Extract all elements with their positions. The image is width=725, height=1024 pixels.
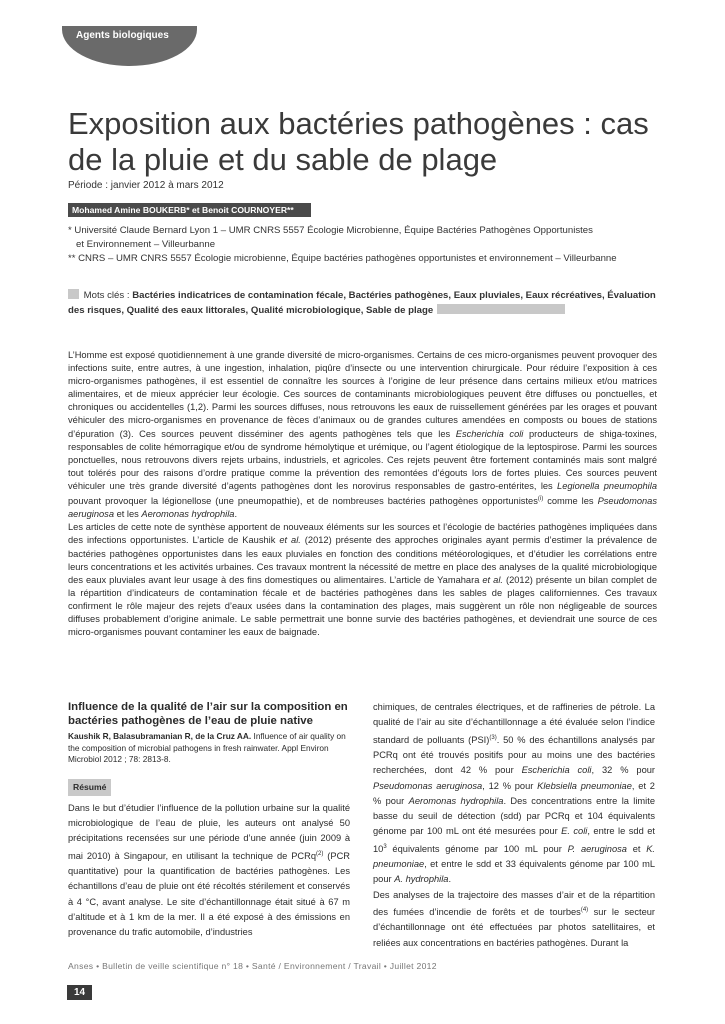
summary-text: , 12 % pour (482, 780, 538, 791)
summary-text: Des analyses de la trajectoire des masses d’air et de la répartition des fumées d’incendie de forêts et de tourbes (373, 889, 655, 918)
period-line: Période : janvier 2012 à mars 2012 (68, 180, 224, 191)
summary-text: et (626, 843, 647, 854)
footnote-ref: (2) (316, 850, 324, 857)
intro-text: L’Homme est exposé quotidiennement à une grande diversité de micro-organismes. Certains de ces micro-organismes peuvent provoquer des infections suite, entre autres, à une ingestion, inhalation, piqûre d’insecte ou une intervention chirurgicale. Pour réduire l’exposition à ces micro-organismes pathogènes, il est essentiel de connaître les sources à l’origine de leur présence dans certains milieux et/ou matrices alimentaires, et de mieux apprécier leur écologie. Ces sources de contaminants microbiologiques peuvent être diffuses ou ponctuelles, et chroniques ou accidentelles (1,2). Parmi les sources diffuses, nous retrouvons les eaux de ruissellement générées par les orages et pouvant véhiculer des micro-organismes en provenance de fèces d’animaux ou de grandes cultures amendées en composts ou boues de stations d’épuration (3). Ces sources peuvent disséminer des agents pathogènes tels que les (68, 350, 657, 439)
intro-text: (2012) présente des approches originales ayant permis d’estimer la prévalence de bactéries pathogènes opportunistes dans les eaux pluviales en fonction des conditions météorologiques, et d’étudier les corrélations entre leurs concentrations et les activités urbaines. Ces travaux montrent la nécessité de mettre en place des analyses de la qualité microbiologique des eaux pluviales avant leur usage à des fins domestiques ou alimentaires. L’article de Yamahara (68, 535, 658, 585)
species-name: Aeromonas hydrophila (408, 795, 504, 806)
summary-text: , entre le sdd et 10 (373, 826, 655, 854)
section-tab-label: Agents biologiques (76, 30, 169, 41)
intro-text: producteurs de shiga-toxines, responsables de colite hémorragique et/ou de syndrome hémolytique et urémique, ou l’agent étiologique de la leptospirose. Parmi les sources ponctuelles, nous retrouvons divers rejets urbains, industriels, et agricoles. Ces rejets peuvent être fortement contaminés mais sont malgré tout tolérés pour des raisons d’ordre pratique comme la prévention des remontées d’égouts lors de fortes pluies. Ces sources peuvent véhiculer une très grande diversité d’agents pathogènes dont les norovirus responsables de gastro-entérites, les (68, 428, 657, 491)
summary-text: . (448, 874, 452, 885)
reference-authors: Kaushik R, Balasubramanian R, de la Cruz AA. (68, 731, 252, 741)
exponent: 3 (383, 843, 387, 850)
species-name: Pseudomonas aeruginosa (373, 780, 483, 791)
summary-text: sur le secteur d’échantillonnage ont été effectuées par photos satellitaires, et reliées aux concentrations en bactéries pathogènes. Durant la (373, 907, 656, 948)
affiliation-2: ** CNRS – UMR CNRS 5557 Écologie microbienne, Équipe bactéries pathogènes opportunistes et environnement – Villeurbanne (68, 253, 617, 264)
authors-bar: Mohamed Amine BOUKERB* et Benoit COURNOYER** (68, 203, 311, 217)
intro-text: et les (114, 509, 142, 520)
et-al: et al. (279, 535, 301, 546)
species-name: K. pneumoniae (373, 843, 656, 870)
species-name: P. aeruginosa (567, 843, 627, 854)
footnote-ref: (4) (580, 907, 589, 914)
summary-text: . 50 % des échantillons analysés par PCRq ont été trouvés positifs pour au moins une des bactéries recherchées, dont 42 % pour (373, 734, 655, 776)
reference-citation: Influence of air quality on the composition of microbial pathogens in fresh rainwater. Appl Environ Microbiol 2012 ; 78: 2813-8. (68, 731, 346, 764)
species-name: Aeromonas hydrophila (141, 509, 235, 520)
introduction (68, 349, 657, 639)
left-column (68, 700, 350, 941)
right-column (373, 700, 655, 951)
summary-text: , et 2 % pour (373, 780, 655, 806)
species-name: Escherichia coli (521, 765, 592, 776)
affiliation-1-line-a: * Université Claude Bernard Lyon 1 – UMR CNRS 5557 Écologie Microbienne, Équipe Bactéries Pathogènes Opportunistes (68, 225, 593, 236)
species-name: Legionella pneumophila (557, 480, 657, 491)
summary-right-text (373, 700, 655, 888)
article-title: Exposition aux bactéries pathogènes : cas de la pluie et du sable de plage (68, 106, 649, 177)
summary-text: (PCR quantitative) pour la quantification de bactéries pathogènes. Les échantillons d’eau de pluie ont été récoltés stérilement et conservés à 4 °C, avant analyse. Le site d’échantillonnage était situé à 67 m d’altitude et à 1 km de la mer. Il a été exposé à des émissions en provenance du trafic automobile, d’industries (68, 850, 350, 938)
intro-text: comme les (543, 496, 598, 507)
species-name: A. hydrophila (394, 874, 449, 885)
summary-text: chimiques, de centrales électriques, et de raffineries de pétrole. La qualité de l’air au site d’échantillonnage a été évaluée selon l’indice standard de polluants (PSI) (373, 702, 655, 745)
summary-text: équivalents génome par 100 mL pour (386, 843, 568, 854)
species-name: Klebsiella pneumoniae (537, 780, 632, 791)
summary-text: . Des concentrations entre la limite basse du seuil de détection (sdd) par PCRq et 104 équivalents génome par 100 mL ont été mesurées pour (373, 795, 655, 837)
summary-text: Dans le but d’étudier l’influence de la pollution urbaine sur la qualité microbiologique de l’eau de pluie, les auteurs ont analysé 50 précipitations recensées sur une période d’une année (juin 2009 à mai 2010) à Singapour, en utilisant la technique de PCRq (68, 802, 350, 861)
summary-text: , et entre le sdd et 33 équivalents génome par 100 mL pour (373, 859, 655, 885)
species-name: Escherichia coli (455, 428, 524, 439)
page-number: 14 (67, 985, 92, 1000)
keywords-list: Bactéries indicatrices de contamination fécale, Bactéries pathogènes, Eaux pluviales, Eaux récréatives, Évaluation des risques, Qualité des eaux littorales, Qualité microbiologique, Sable de plage (68, 290, 656, 316)
summary-text: , 32 % pour (591, 765, 656, 776)
footer: Anses • Bulletin de veille scientifique n° 18 • Santé / Environnement / Travail • Juillet 2012 (68, 961, 437, 971)
intro-paragraph-2 (68, 521, 657, 639)
reference (68, 731, 350, 766)
intro-text: pouvant provoquer la légionellose (une pneumopathie), et de nombreuses bactéries pathogènes opportunistes (68, 496, 538, 507)
resume-badge: Résumé (68, 779, 111, 796)
section-title: Influence de la qualité de l’air sur la composition en bactéries pathogènes de l’eau de pluie native (68, 701, 348, 727)
intro-text: (2012) présente un bilan complet de la répartition d’indicateurs de contamination fécale et de bactéries pathogènes dans les sables de plages californiennes. Ces travaux confirment le rôle majeur des rejets d’eaux usées dans la contamination des plages, mais suggèrent un rôle non négligeable de sources diffuses probablement d’origine animale. Le sable permettrait une bonne survie des bactéries pathogènes, et deviendrait une source de ces micro-organismes pouvant contaminer les eaux de baignade. (68, 574, 657, 638)
keywords-end-bar (437, 304, 565, 314)
keywords-marker-icon (68, 289, 79, 299)
species-name: Pseudomonas aeruginosa (68, 496, 657, 520)
summary-left-text (68, 801, 350, 941)
keywords-label: Mots clés : (83, 290, 133, 301)
footnote-ref: (i) (537, 496, 544, 503)
et-al: et al. (482, 574, 503, 585)
affiliation-1 (68, 224, 658, 252)
intro-paragraph-1 (68, 349, 657, 521)
affiliation-1-line-b: et Environnement – Villeurbanne (76, 239, 216, 250)
section-tab (62, 26, 197, 66)
species-name: E. coli (561, 826, 588, 837)
intro-text: . (234, 509, 238, 520)
intro-text: Les articles de cette note de synthèse apportent de nouveaux éléments sur les sources et l’écologie de bactéries pathogènes impliquées dans des infections opportunistes. L’article de Kaushik (68, 522, 657, 546)
keywords (68, 288, 658, 318)
footnote-ref: (3) (489, 734, 497, 741)
summary-right-text-2 (373, 888, 655, 951)
